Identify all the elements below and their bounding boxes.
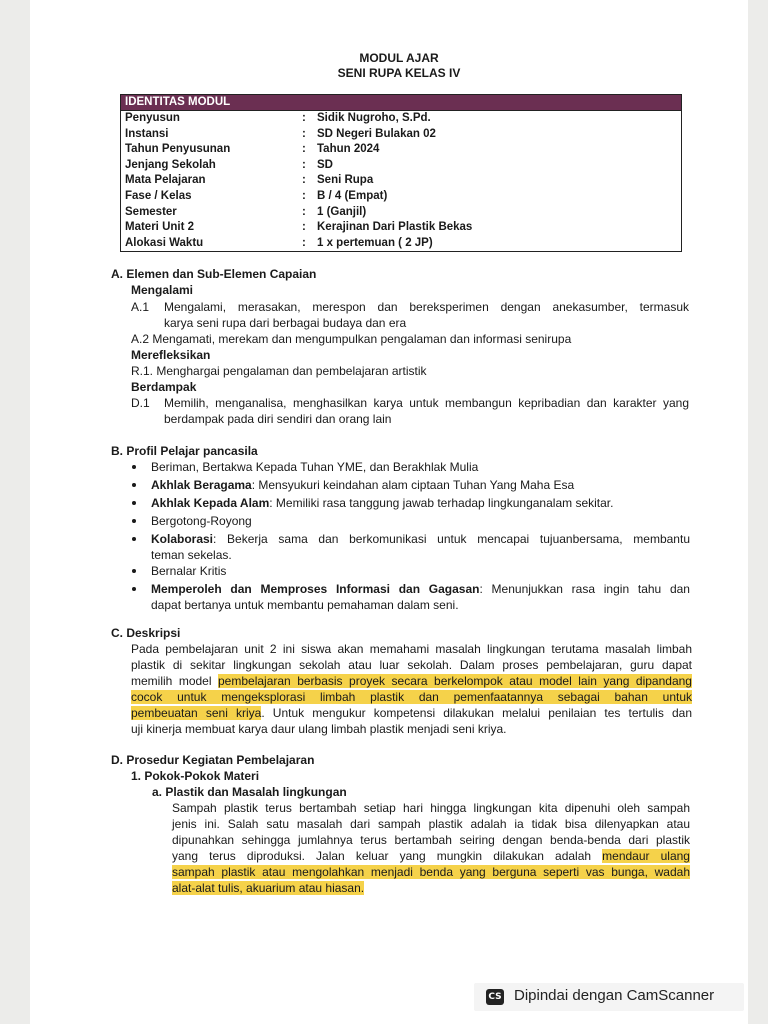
deskripsi-line: memilih model pembelajaran berbasis proyek secara berkelompok atau model lain yang dipandang [131,674,692,688]
deskripsi-line: uji kinerja membuat karya daur ulang limbah plastik menjadi seni kriya. [131,722,507,736]
section-a-heading: A. Elemen dan Sub-Elemen Capaian [111,267,317,281]
profil-item: Akhlak Beragama: Mensyukuri keindahan alam ciptaan Tuhan Yang Maha Esa [151,478,575,492]
highlight: pembeuatan seni kriya [131,706,262,720]
row-value: 1 x pertemuan ( 2 JP) [317,236,433,249]
identitas-row [121,127,681,143]
row-colon: : [302,158,306,171]
profil-item: Akhlak Kepada Alam: Memiliki rasa tanggung jawab terhadap lingkunganalam sekitar. [151,496,614,510]
row-value: Sidik Nugroho, S.Pd. [317,112,431,124]
bullet-dot [132,587,136,591]
merefleksikan-label: Merefleksikan [131,348,211,362]
camscanner-text: Dipindai dengan CamScanner [514,987,715,1004]
row-colon: : [302,205,306,218]
a1-line2: karya seni rupa dari berbagai budaya dan era [164,316,407,330]
identitas-row [121,220,681,236]
a1-code: A.1 [131,300,150,314]
document-title: MODUL AJAR [359,51,439,65]
identitas-row [121,205,681,221]
row-colon: : [302,112,306,124]
row-label: Alokasi Waktu [125,236,204,249]
section-d-heading: D. Prosedur Kegiatan Pembelajaran [111,753,315,767]
bullet-dot [132,519,136,523]
d1-line1: Memilih, menganalisa, menghasilkan karya untuk membangun kepribadian dan karakter yang [164,396,689,410]
row-value: SD Negeri Bulakan 02 [317,127,436,140]
highlight: pembelajaran berbasis proyek secara berkelompok atau model lain yang dipandang [218,674,692,688]
profil-item-cont: teman sekelas. [151,548,232,562]
profil-item-cont: dapat bertanya untuk membantu pemahaman dalam seni. [151,598,459,612]
deskripsi-line [131,689,692,705]
materi-line: jenis ini. Salah satu masalah dari sampah plastik adalah ia tidak bisa dilenyapkan atau [172,817,690,831]
profil-item: Kolaborasi: Bekerja sama dan berkomunikasi untuk mencapai tujuanbersama, membantu [151,532,690,546]
row-value: SD [317,158,333,171]
camscanner-logo-icon: CS [486,989,504,1005]
materi-line: yang terus diproduksi. Jalan keluar yang mungkin dilakukan adalah mendaur ulang [172,849,690,863]
highlight: alat-alat tulis, akuarium atau hiasan. [172,881,365,895]
section-c-heading: C. Deskripsi [111,626,181,640]
a1-line1: Mengalami, merasakan, merespon dan bereksperimen dengan anekasumber, termasuk [164,300,689,314]
profil-item: Memperoleh dan Memproses Informasi dan Gagasan: Menunjukkan rasa ingin tahu dan [151,582,690,596]
row-colon: : [302,174,306,187]
highlight: mendaur ulang [602,849,690,863]
d1-code: D.1 [131,396,150,410]
deskripsi-line: pembeuatan seni kriya. Untuk mengukur kompetensi dilakukan melalui penilaian tes tertulis dan [131,706,692,720]
bullet-dot [132,537,136,541]
mengalami-label: Mengalami [131,283,194,297]
row-label: Semester [125,205,177,218]
r1-line: R.1. Menghargai pengalaman dan pembelajaran artistik [131,364,427,378]
row-value: Kerajinan Dari Plastik Bekas [317,221,473,234]
highlight: sampah plastik atau mengolahkan menjadi benda yang berguna seperti vas bunga, wadah [172,865,690,879]
a2-line: A.2 Mengamati, merekam dan mengumpulkan pengalaman dan informasi senirupa [131,332,572,346]
row-value: Seni Rupa [317,174,374,187]
camscanner-watermark [474,983,744,1011]
row-value: 1 (Ganjil) [317,205,367,218]
document-subtitle: SENI RUPA KELAS IV [337,66,461,80]
bullet-dot [132,483,136,487]
berdampak-label: Berdampak [131,380,197,394]
d1-line2: berdampak pada diri sendiri dan orang lain [164,412,392,426]
identitas-row [121,236,681,252]
row-label: Instansi [125,127,169,140]
profil-item: Bernalar Kritis [151,564,227,578]
identitas-row [121,173,681,189]
profil-item: Beriman, Bertakwa Kepada Tuhan YME, dan Berakhlak Mulia [151,460,479,474]
bullet-dot [132,569,136,573]
row-label: Tahun Penyusunan [125,143,231,156]
materi-line [172,864,690,880]
highlight: cocok untuk mengeksplorasi limbah plastik dan pemenfaatannya sebagai bahan untuk [131,690,692,704]
row-label: Mata Pelajaran [125,174,206,187]
row-colon: : [302,127,306,140]
row-colon: : [302,236,306,249]
materi-line: Sampah plastik terus bertambah setiap hari hingga lingkungan kita dipenuhi oleh sampah [172,801,690,815]
identitas-row [121,142,681,158]
row-value: B / 4 (Empat) [317,189,388,202]
row-value: Tahun 2024 [317,143,380,156]
identitas-row [121,189,681,205]
identitas-row [121,111,681,127]
row-label: Materi Unit 2 [125,221,195,234]
row-label: Fase / Kelas [125,189,192,202]
row-colon: : [302,189,306,202]
row-label: Jenjang Sekolah [125,158,216,171]
deskripsi-line: plastik di sekitar lingkungan sekolah atau luar sekolah. Dalam proses pembelajaran, guru dapat [131,658,692,672]
identitas-table [120,94,682,252]
deskripsi-line: Pada pembelajaran unit 2 ini siswa akan memahami masalah lingkungan terutama masalah limbah [131,642,692,656]
identitas-row [121,158,681,174]
identitas-header: IDENTITAS MODUL [121,95,681,111]
pokok-materi-heading: 1. Pokok-Pokok Materi [131,769,260,783]
subtopic-heading: a. Plastik dan Masalah lingkungan [152,785,347,799]
section-b-heading: B. Profil Pelajar pancasila [111,444,258,458]
row-label: Penyusun [125,112,180,124]
bullet-dot [132,501,136,505]
materi-line: dipunahkan sehingga jumlahnya terus bertambah seiring dengan benda-benda dari plastik [172,833,690,847]
row-colon: : [302,221,306,234]
row-colon: : [302,143,306,156]
bullet-dot [132,465,136,469]
materi-line [172,880,364,896]
profil-item: Bergotong-Royong [151,514,252,528]
